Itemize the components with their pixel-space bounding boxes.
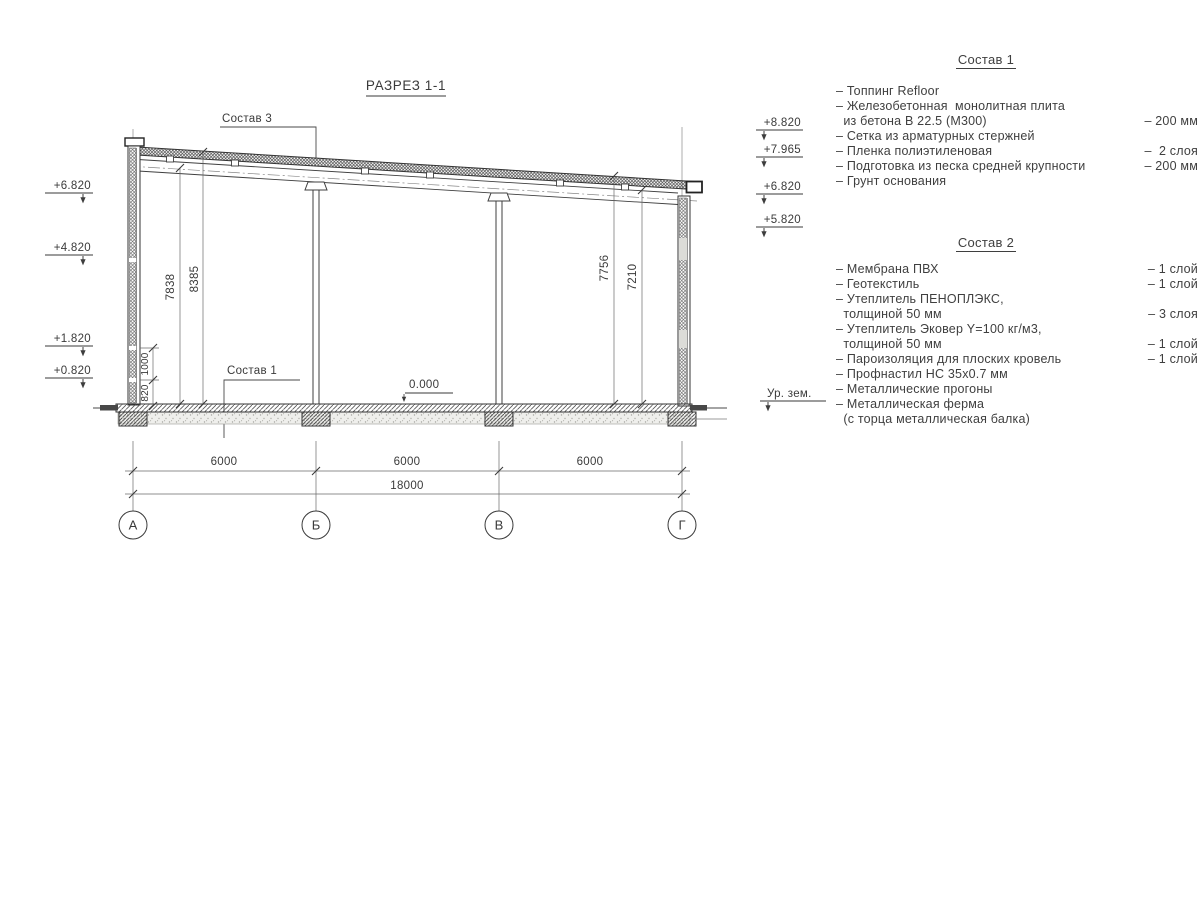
- elevation-mark: +8.820: [763, 117, 801, 129]
- list-item-text: – Металлическая ферма: [836, 397, 985, 411]
- elevation-marks-left: [45, 180, 93, 388]
- zero-level-text: 0.000: [409, 379, 440, 391]
- zero-level-mark: [402, 379, 453, 402]
- wall-right: [678, 196, 690, 406]
- list-item-text: – Мембрана ПВХ: [836, 262, 939, 276]
- list-item: [836, 352, 1198, 367]
- axis-a: А: [128, 517, 138, 533]
- dim-7838: 7838: [165, 273, 177, 301]
- elevation-mark: +6.820: [763, 181, 801, 193]
- list-item: [836, 84, 1198, 99]
- sostav3-leader: [220, 113, 316, 158]
- list-item-text: из бетона В 22.5 (М300): [836, 114, 987, 128]
- bottom-dimensions: [125, 441, 690, 511]
- list-item-value: – 1 слой: [1147, 262, 1198, 276]
- list-item: [836, 322, 1198, 337]
- list-item: [836, 337, 1198, 352]
- list-item-text: – Железобетонная монолитная плита: [836, 99, 1066, 113]
- axis-bubbles: [119, 511, 696, 539]
- ground-level-label: Ур. зем.: [767, 388, 812, 400]
- dim-total: 18000: [390, 480, 424, 492]
- list-item-value: – 200 мм: [1144, 159, 1198, 173]
- column-b: [305, 182, 327, 404]
- list-item: [836, 174, 1198, 189]
- roof-deck: [137, 147, 702, 193]
- list-item-text: – Пароизоляция для плоских кровель: [836, 352, 1062, 366]
- list-item: [836, 144, 1198, 159]
- list-item: [836, 159, 1198, 174]
- list-item: [836, 382, 1198, 397]
- list-item-text: – Грунт основания: [836, 174, 947, 188]
- drawing-title: [366, 78, 446, 96]
- elevation-marks-right: [756, 117, 826, 411]
- list-item: [836, 292, 1198, 307]
- sostav3-label: Состав 3: [222, 113, 273, 125]
- parapet-cap: [125, 138, 144, 146]
- list-item-value: – 3 слоя: [1148, 307, 1198, 321]
- sostav2-heading: [836, 235, 1136, 250]
- axis-b: Б: [311, 517, 321, 533]
- list-item-text: – Сетка из арматурных стержней: [836, 129, 1035, 143]
- dim-7756: 7756: [599, 254, 611, 282]
- sostav1-heading-text: Состав 1: [957, 52, 1015, 67]
- sostav2-list: [836, 262, 1198, 427]
- list-item-text: – Профнастил НС 35х0.7 мм: [836, 367, 1008, 381]
- list-item: [836, 412, 1198, 427]
- list-item-text: толщиной 50 мм: [836, 337, 942, 351]
- elevation-mark: +1.820: [53, 333, 91, 345]
- dim-7210: 7210: [627, 263, 639, 291]
- elevation-mark: +7.965: [763, 144, 801, 156]
- list-item-value: – 1 слой: [1147, 277, 1198, 291]
- sostav1-heading: [836, 52, 1136, 67]
- dim-1000: 1000: [140, 352, 151, 376]
- list-item-value: – 2 слоя: [1144, 144, 1198, 158]
- list-item: [836, 367, 1198, 382]
- list-item: [836, 262, 1198, 277]
- list-item-text: – Пленка полиэтиленовая: [836, 144, 993, 158]
- elevation-mark: +0.820: [53, 365, 91, 377]
- elevation-mark: +6.820: [53, 180, 91, 192]
- list-item-text: – Подготовка из песка средней крупности: [836, 159, 1086, 173]
- dim-820: 820: [140, 384, 151, 402]
- axis-g: Г: [678, 517, 686, 533]
- wall-panel-dimensions: [140, 344, 159, 410]
- list-item: [836, 397, 1198, 412]
- elevation-mark: +5.820: [763, 214, 801, 226]
- list-item: [836, 277, 1198, 292]
- dim-8385: 8385: [189, 265, 201, 293]
- sostav1-floor-leader: [224, 365, 300, 438]
- sostav2-heading-text: Состав 2: [957, 235, 1015, 250]
- list-item-value: – 1 слой: [1147, 337, 1198, 351]
- list-item-value: – 200 мм: [1144, 114, 1198, 128]
- list-item-value: – 1 слой: [1147, 352, 1198, 366]
- list-item-text: (с торца металлическая балка): [836, 412, 1030, 426]
- sostav1-list: [836, 84, 1198, 189]
- list-item-text: – Топпинг Refloor: [836, 84, 940, 98]
- column-v: [488, 193, 510, 404]
- dim-span-3: 6000: [576, 456, 604, 468]
- dim-span-2: 6000: [393, 456, 421, 468]
- section-title-text: РАЗРЕЗ 1-1: [365, 78, 447, 93]
- dim-span-1: 6000: [210, 456, 238, 468]
- sostav1-floor-label: Состав 1: [227, 365, 278, 377]
- list-item-text: – Утеплитель Эковер Y=100 кг/м3,: [836, 322, 1042, 336]
- list-item-text: толщиной 50 мм: [836, 307, 942, 321]
- list-item: [836, 307, 1198, 322]
- elevation-mark: +4.820: [53, 242, 91, 254]
- sand-bed: [118, 412, 690, 424]
- axis-v: В: [494, 517, 504, 533]
- list-item-text: – Утеплитель ПЕНОПЛЭКС,: [836, 292, 1004, 306]
- list-item: [836, 129, 1198, 144]
- list-item: [836, 99, 1198, 114]
- list-item-text: – Геотекстиль: [836, 277, 920, 291]
- floor-slab: [116, 404, 692, 424]
- list-item: [836, 114, 1198, 129]
- roof-fascia: [687, 182, 703, 193]
- list-item-text: – Металлические прогоны: [836, 382, 993, 396]
